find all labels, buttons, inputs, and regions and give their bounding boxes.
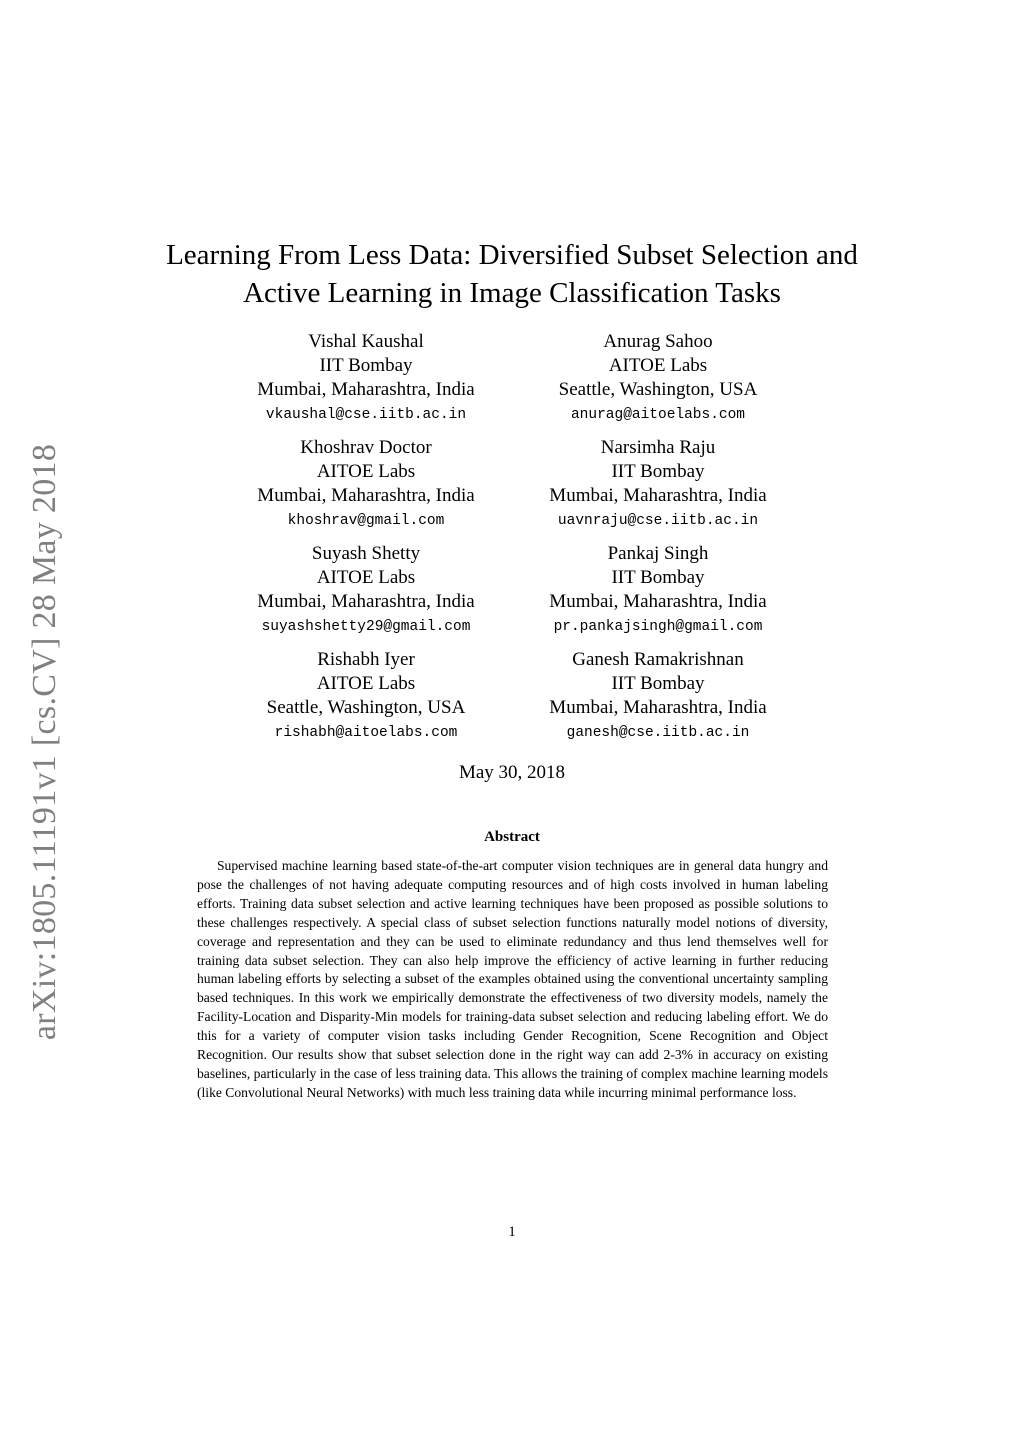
author-email[interactable]: khoshrav@gmail.com (287, 513, 445, 529)
author-name: Anurag Sahoo (603, 331, 713, 352)
author-location: Seattle, Washington, USA (558, 379, 758, 400)
author-name: Narsimha Raju (600, 437, 716, 458)
author-block (214, 542, 518, 648)
author-email[interactable]: rishabh@aitoelabs.com (274, 725, 458, 741)
author-location: Seattle, Washington, USA (266, 697, 466, 718)
authors-right-column (512, 330, 804, 754)
author-location: Mumbai, Maharashtra, India (549, 591, 767, 612)
author-block (512, 330, 804, 436)
paper-title (0, 236, 1024, 312)
author-block (214, 648, 518, 754)
author-name: Ganesh Ramakrishnan (572, 649, 744, 670)
author-email[interactable]: suyashshetty29@gmail.com (261, 619, 471, 635)
author-name: Vishal Kaushal (308, 331, 424, 352)
author-location: Mumbai, Maharashtra, India (549, 485, 767, 506)
title-line-2: Active Learning in Image Classification Tasks (243, 277, 781, 309)
title-line-1: Learning From Less Data: Diversified Subset Selection and (166, 239, 858, 271)
page-number: 1 (508, 1224, 516, 1240)
author-affiliation: AITOE Labs (316, 673, 416, 694)
author-name: Pankaj Singh (607, 543, 709, 564)
author-email[interactable]: ganesh@cse.iitb.ac.in (566, 725, 750, 741)
author-location: Mumbai, Maharashtra, India (257, 379, 475, 400)
author-affiliation: IIT Bombay (611, 673, 705, 694)
author-affiliation: IIT Bombay (319, 355, 413, 376)
author-name: Khoshrav Doctor (300, 437, 432, 458)
author-block (512, 648, 804, 754)
authors-left-column (214, 330, 518, 754)
author-affiliation: IIT Bombay (611, 567, 705, 588)
author-name: Rishabh Iyer (317, 649, 415, 670)
author-location: Mumbai, Maharashtra, India (257, 591, 475, 612)
author-email[interactable]: anurag@aitoelabs.com (570, 407, 746, 423)
author-block (512, 542, 804, 648)
author-email[interactable]: uavnraju@cse.iitb.ac.in (557, 513, 759, 529)
author-location: Mumbai, Maharashtra, India (549, 697, 767, 718)
author-name: Suyash Shetty (311, 543, 421, 564)
author-affiliation: AITOE Labs (316, 567, 416, 588)
author-affiliation: AITOE Labs (608, 355, 708, 376)
author-affiliation: IIT Bombay (611, 461, 705, 482)
author-block (214, 330, 518, 436)
author-location: Mumbai, Maharashtra, India (257, 485, 475, 506)
abstract-body: Supervised machine learning based state-of-the-art computer vision techniques are in general data hungry and pose the challenges of not having adequate computing resources and of high costs involved in human labeling efforts. Training data subset selection and active learning techniques have been proposed as possible solutions to these challenges respectively. A special class of subset selection functions naturally model notions of diversity, coverage and representation and they can be used to eliminate redundancy and thus lend themselves well for training data subset selection. They can also help improve the efficiency of active learning in further reducing human labeling efforts by selecting a subset of the examples obtained using the conventional uncertainty sampling based techniques. In this work we empirically demonstrate the effectiveness of two diversity models, namely the Facility-Location and Disparity-Min models for training-data subset selection and reducing labeling effort. We do this for a variety of computer vision tasks including Gender Recognition, Scene Recognition and Object Recognition. Our results show that subset selection done in the right way can add 2-3% in accuracy on existing baselines, particularly in the case of less training data. This allows the training of complex machine learning models (like Convolutional Neural Networks) with much less training data while incurring minimal performance loss. (197, 858, 828, 1100)
author-block (214, 436, 518, 542)
author-email[interactable]: vkaushal@cse.iitb.ac.in (265, 407, 467, 423)
publication-date: May 30, 2018 (458, 762, 566, 783)
arxiv-identifier-stamp: arXiv:1805.11191v1 [cs.CV] 28 May 2018 (26, 443, 63, 1041)
author-block (512, 436, 804, 542)
abstract-heading: Abstract (484, 829, 540, 845)
author-email[interactable]: pr.pankajsingh@gmail.com (553, 619, 763, 635)
author-affiliation: AITOE Labs (316, 461, 416, 482)
